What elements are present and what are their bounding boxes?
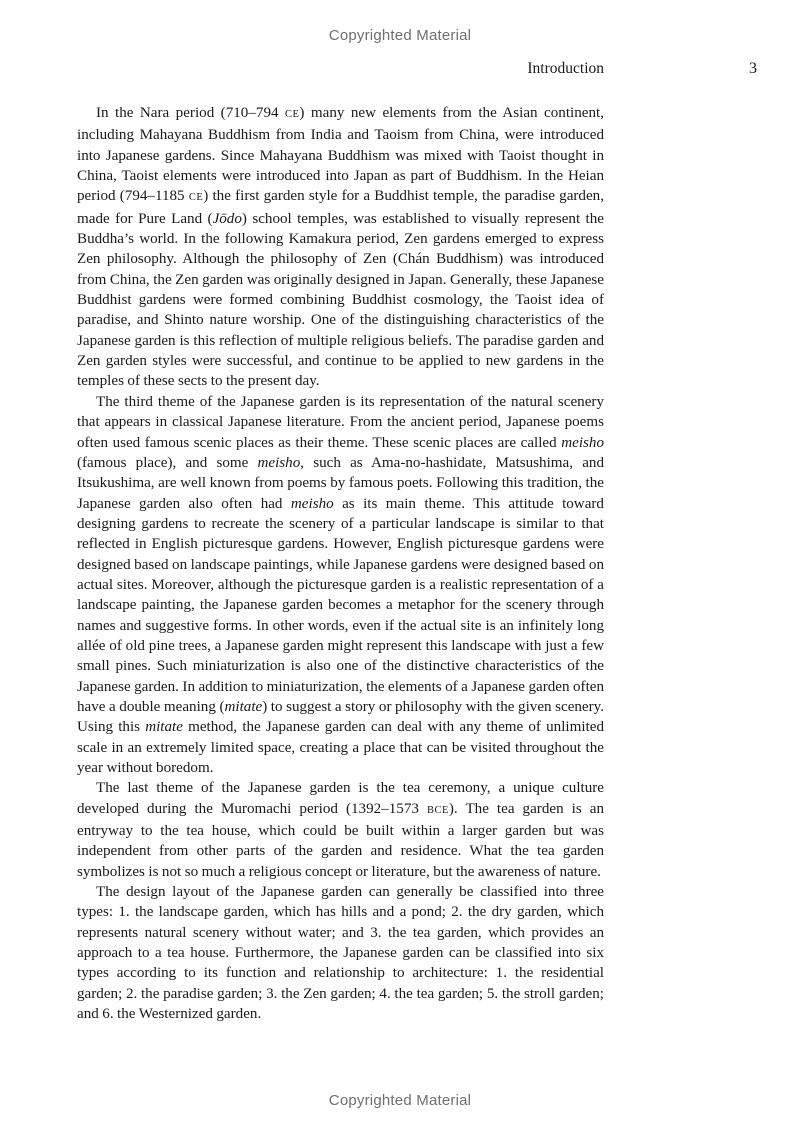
text-run: ) to suggest a story or philosophy with the given scenery. Using this xyxy=(77,698,605,736)
italic-term: meisho xyxy=(290,495,334,512)
era-abbreviation: CE xyxy=(188,192,204,204)
paragraph-nara-heian xyxy=(77,103,604,392)
text-run: ) school temples, was established to visually represent the Buddha’s world. In the following Kamakura period, Zen gardens emerged to express Zen philosophy. Although the philosophy of Zen (Chán Buddhism) was introduced from China, the Zen garden was originally designed in Japan. Generally, these Japanese Buddhist gardens were formed combining Buddhist cosmology, the Taoist idea of paradise, and Shinto nature worship. One of the distinguishing characteristics of the Japanese garden is this reflection of multiple religious beliefs. The paradise garden and Zen garden styles were successful, and continue to be applied to new gardens in the temples of these sects to the present day. xyxy=(77,210,604,390)
text-run: (famous place), and some xyxy=(77,454,258,471)
paragraph-tea-ceremony xyxy=(77,778,604,882)
era-abbreviation: CE xyxy=(284,109,300,120)
text-run: In the Nara period (710–794 xyxy=(96,105,285,121)
italic-term: Jōdo xyxy=(212,210,242,227)
text-run: , such as Ama-no-hashidate, Matsushima, and Itsukushima, are well known from poems by famous poets. Following this tradition, the Japanese garden also often had xyxy=(77,454,604,512)
copyright-watermark-top: Copyrighted Material xyxy=(328,27,472,44)
text-run: as its main theme. This attitude toward designing gardens to recreate the scenery of a particular landscape is similar to that reflected in English picturesque gardens. However, English picturesque gardens were designed based on landscape paintings, while Japanese gardens were designed based on actual sites. Moreover, although the picturesque garden is a realistic representation of a landscape painting, the Japanese garden becomes a metaphor for the scenery through names and suggestive forms. In other words, even if the actual site is an infinitely long allée of old pine trees, a Japanese garden might represent this landscape with just a few small pines. Such miniaturization is also one of the distinctive characteristics of the Japanese garden. In addition to miniaturization, the elements of a Japanese garden often have a double meaning ( xyxy=(77,495,605,715)
era-abbreviation: BCE xyxy=(426,804,449,816)
text-run: method, the Japanese garden can deal with any theme of unlimited scale in an extremely limited space, creating a place that can be visited throughout the year without boredom. xyxy=(77,719,604,776)
text-run: ) many new elements from the Asian continent, including Mahayana Buddhism from India and Taoism from China, were introduced into Japanese gardens. Since Mahayana Buddhism was mixed with Taoist thought in China, Taoist elements were introduced into Japan as part of Buddhism. In the Heian period (794–1185 xyxy=(77,105,604,205)
italic-term: meisho xyxy=(561,434,604,451)
running-head xyxy=(77,60,757,80)
paragraph-design-layout xyxy=(77,882,604,1024)
body-text xyxy=(77,103,604,1024)
italic-term: mitate xyxy=(145,719,183,736)
text-run: ). The tea garden is an entryway to the tea house, which could be built within a larger garden but was independent from other parts of the garden and residence. What the tea garden symbolizes is not so much a religious concept or literature, but the awareness of nature. xyxy=(77,800,604,880)
paragraph-third-theme xyxy=(77,392,604,779)
text-run: The third theme of the Japanese garden is its representation of the natural scenery that appears in classical Japanese literature. From the ancient period, Japanese poems often used famous scenic places as their theme. These scenic places are called xyxy=(77,393,604,451)
italic-term: mitate xyxy=(224,698,263,715)
italic-term: meisho xyxy=(257,454,301,471)
text-run: The design layout of the Japanese garden can generally be classified into three types: 1. the landscape garden, which has hills and a pond; 2. the dry garden, which represents natural scenery without water; and 3. the tea garden, which provides an approach to a tea house. Furthermore, the Japanese garden can be classified into six types according to its function and relationship to architecture: 1. the residential garden; 2. the paradise garden; 3. the Zen garden; 4. the tea garden; 5. the stroll garden; and 6. the Westernized garden. xyxy=(77,884,604,1023)
section-title: Introduction xyxy=(527,60,604,77)
copyright-watermark-bottom: Copyrighted Material xyxy=(328,1092,472,1109)
page-number: 3 xyxy=(749,60,757,77)
text-run: ) the first garden style for a Buddhist temple, the paradise garden, made for Pure Land ( xyxy=(77,188,604,227)
text-run: The last theme of the Japanese garden is the tea ceremony, a unique culture developed during the Muromachi period (1392–1573 xyxy=(77,780,604,817)
